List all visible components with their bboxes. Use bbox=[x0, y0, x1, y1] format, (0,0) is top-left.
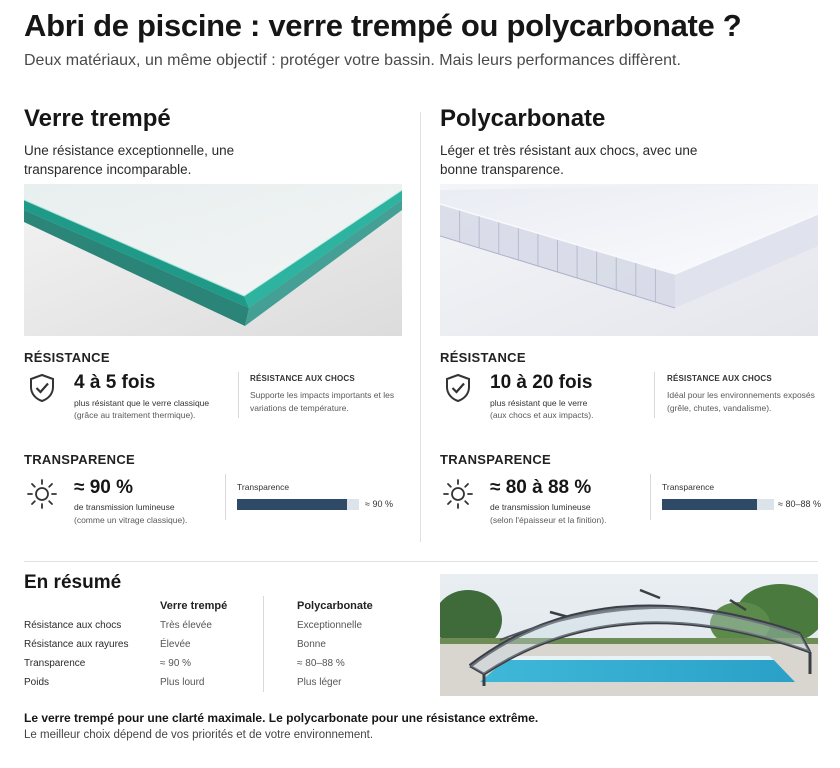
transparence-detail: de transmission lumineuse bbox=[490, 502, 591, 512]
transparence-bar bbox=[237, 499, 359, 510]
shield-check-icon bbox=[26, 372, 58, 404]
summary-cell-verre: Élevée bbox=[160, 639, 191, 650]
transparence-label: TRANSPARENCE bbox=[440, 452, 551, 467]
transparence-value: ≈ 80 à 88 % bbox=[490, 477, 592, 498]
impact-resistance-title: RÉSISTANCE AUX CHOCS bbox=[250, 374, 355, 383]
summary-row-label: Poids bbox=[24, 677, 50, 688]
summary-cell-poly: ≈ 80–88 % bbox=[297, 658, 345, 669]
transparence-bar-label: Transparence bbox=[237, 482, 290, 492]
summary-cell-poly: Bonne bbox=[297, 639, 326, 650]
footer-note: Le meilleur choix dépend de vos priorités et de votre environnement. bbox=[24, 729, 374, 741]
summary-header-verre: Verre trempé bbox=[160, 600, 228, 612]
summary-header-poly: Polycarbonate bbox=[297, 600, 373, 612]
transparence-note: (comme un vitrage classique). bbox=[74, 515, 188, 525]
page-title: Abri de piscine : verre trempé ou polycarbonate ? bbox=[24, 8, 742, 43]
column-description: Une résistance exceptionnelle, une transparence incomparable. bbox=[24, 143, 235, 177]
column-description: Léger et très résistant aux chocs, avec une bonne transparence. bbox=[440, 143, 698, 177]
summary-divider bbox=[263, 596, 264, 692]
transparence-label: TRANSPARENCE bbox=[24, 452, 135, 467]
resistance-label: RÉSISTANCE bbox=[440, 350, 526, 365]
column-title: Verre trempé bbox=[24, 105, 171, 132]
resistance-divider bbox=[654, 372, 655, 418]
transparence-bar-fill bbox=[662, 499, 757, 510]
summary-cell-poly: Plus léger bbox=[297, 677, 342, 688]
summary-cell-verre: Plus lourd bbox=[160, 677, 205, 688]
summary-cell-verre: Très élevée bbox=[160, 620, 212, 631]
transparence-detail: de transmission lumineuse bbox=[74, 502, 175, 512]
column-title: Polycarbonate bbox=[440, 105, 606, 132]
impact-resistance-text: Idéal pour les environnements exposés (grêle, chutes, vandalisme). bbox=[667, 390, 815, 413]
resistance-note: (aux chocs et aux impacts). bbox=[490, 410, 594, 420]
transparence-value: ≈ 90 % bbox=[74, 477, 134, 498]
polycarbonate-sheet-image bbox=[440, 184, 818, 336]
resistance-detail: plus résistant que le verre bbox=[490, 398, 588, 408]
pool-enclosure-image bbox=[440, 574, 818, 696]
summary-row-label: Résistance aux chocs bbox=[24, 620, 122, 631]
transparence-divider bbox=[650, 474, 651, 520]
summary-cell-verre: ≈ 90 % bbox=[160, 658, 192, 669]
resistance-note: (grâce au traitement thermique). bbox=[74, 410, 196, 420]
transparence-bar-value: ≈ 90 % bbox=[365, 499, 393, 509]
summary-row-label: Résistance aux rayures bbox=[24, 639, 129, 650]
column-divider bbox=[420, 112, 421, 542]
resistance-divider bbox=[238, 372, 239, 418]
shield-check-icon bbox=[442, 372, 474, 404]
column-verre-trempe bbox=[24, 105, 404, 179]
summary-cell-poly: Exceptionnelle bbox=[297, 620, 363, 631]
transparence-divider bbox=[225, 474, 226, 520]
impact-resistance-title: RÉSISTANCE AUX CHOCS bbox=[667, 374, 772, 383]
summary-title: En résumé bbox=[24, 572, 122, 593]
resistance-label: RÉSISTANCE bbox=[24, 350, 110, 365]
impact-resistance-text: Supporte les impacts importants et les variations de température. bbox=[250, 390, 395, 413]
transparence-bar bbox=[662, 499, 774, 510]
transparence-bar-label: Transparence bbox=[662, 482, 715, 492]
sun-icon bbox=[442, 478, 474, 510]
column-polycarbonate bbox=[440, 105, 820, 179]
resistance-value: 10 à 20 fois bbox=[490, 372, 593, 393]
transparence-note: (selon l'épaisseur et la finition). bbox=[490, 515, 607, 525]
transparence-bar-fill bbox=[237, 499, 347, 510]
footer-conclusion: Le verre trempé pour une clarté maximale. Le polycarbonate pour une résistance extrême. bbox=[24, 711, 539, 725]
summary-row-label: Transparence bbox=[24, 658, 86, 669]
resistance-value: 4 à 5 fois bbox=[74, 372, 156, 393]
section-divider bbox=[24, 561, 818, 562]
tempered-glass-image bbox=[24, 184, 402, 336]
sun-icon bbox=[26, 478, 58, 510]
page-subtitle: Deux matériaux, un même objectif : protéger votre bassin. Mais leurs performances diffèrent. bbox=[24, 52, 681, 69]
resistance-detail: plus résistant que le verre classique bbox=[74, 398, 210, 408]
transparence-bar-value: ≈ 80–88 % bbox=[778, 499, 821, 509]
